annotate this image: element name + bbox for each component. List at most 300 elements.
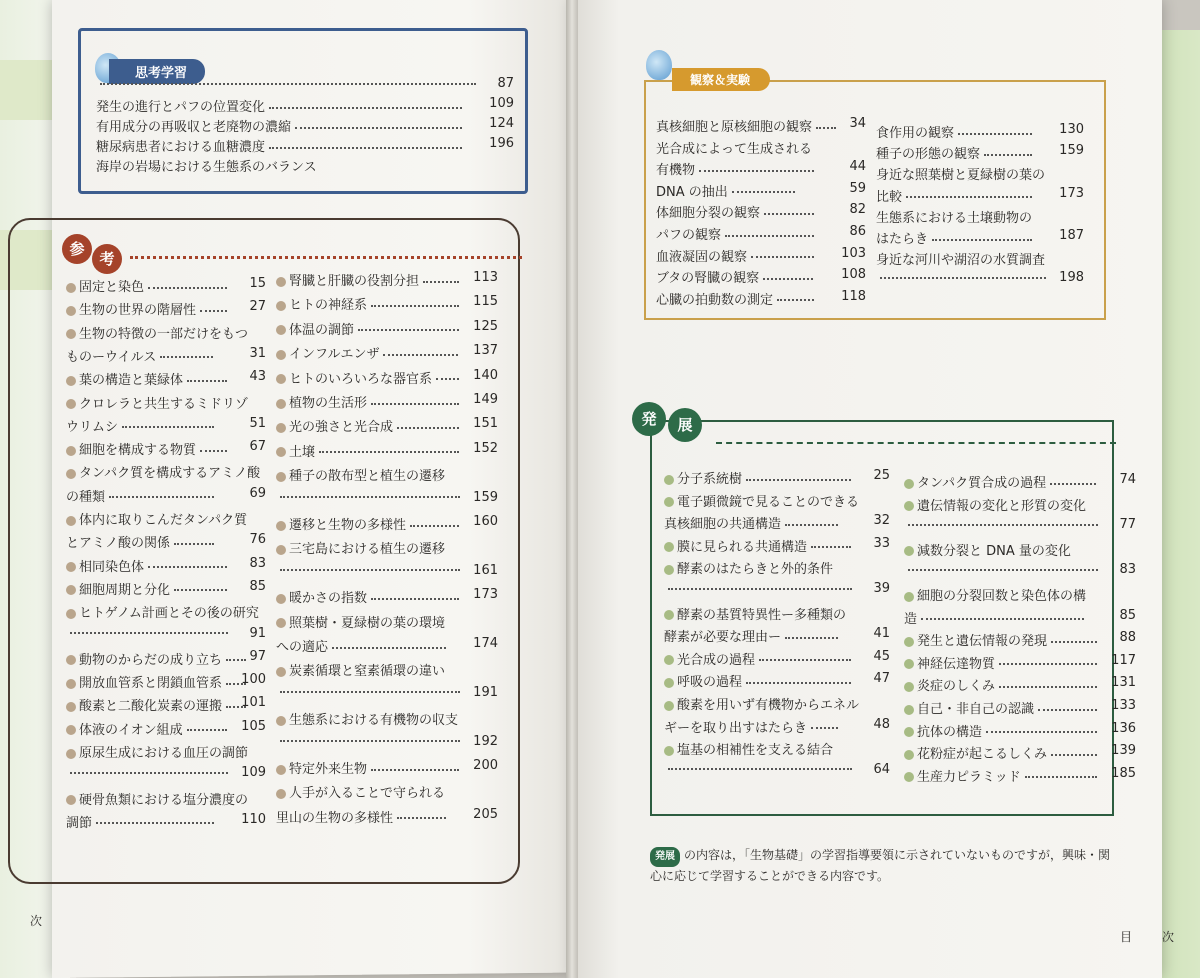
reference-left-page-number: 109	[241, 765, 266, 781]
leader-dots	[811, 546, 851, 548]
thinking-item	[96, 156, 514, 175]
reference-right-label: 腎臓と肝臓の役割分担	[289, 274, 420, 289]
development-left-page-number: 48	[873, 716, 890, 732]
development-right-label: 花粉症が起こるしくみ	[917, 747, 1048, 763]
reference-right-label: への適応	[276, 640, 329, 655]
leader-dots	[295, 127, 462, 129]
reference-left-item	[66, 789, 266, 808]
reference-right-page-number: 140	[473, 367, 498, 383]
reference-left-page-number: 67	[249, 439, 266, 455]
reference-left-label: 酸素と二酸化炭素の運搬	[79, 699, 223, 715]
development-left-page-number: 25	[873, 468, 890, 483]
reference-left-page-number: 31	[249, 345, 266, 361]
reference-left-label: 原尿生成における血圧の調節	[79, 746, 249, 761]
bullet-icon	[66, 725, 76, 735]
reference-left-page-number: 69	[249, 485, 266, 501]
leader-dots	[332, 647, 446, 649]
reference-left-item	[66, 509, 266, 528]
thinking-item	[96, 136, 514, 155]
leader-dots	[999, 686, 1097, 688]
bullet-icon	[664, 475, 674, 485]
leader-dots	[921, 618, 1084, 620]
reference-right-page-number: 200	[473, 758, 498, 773]
development-left-item	[664, 762, 890, 777]
reference-right-item	[276, 709, 498, 728]
development-divider	[716, 442, 1116, 444]
bullet-icon	[276, 301, 286, 311]
observation-right-label: 種子の形態の観察	[876, 147, 981, 163]
leader-dots	[269, 147, 462, 149]
observation-left-page-number: 34	[849, 116, 866, 131]
leader-dots	[906, 196, 1032, 198]
leader-dots	[436, 378, 459, 380]
reference-left-item	[66, 532, 266, 551]
leader-dots	[269, 107, 462, 109]
observation-right-item	[876, 207, 1084, 226]
reference-right-page-number: 191	[473, 684, 498, 700]
observation-right-page-number: 159	[1059, 143, 1084, 159]
reference-left-item	[66, 579, 266, 598]
reference-right-item	[276, 392, 498, 411]
development-left-label: 酵素の基質特異性ー多種類の	[677, 607, 847, 623]
development-left-item	[664, 649, 890, 668]
bullet-icon	[276, 521, 286, 531]
reference-left-label: クロレラと共生するミドリゾ	[79, 396, 249, 412]
observation-left-label: 光合成によって生成される	[656, 141, 813, 157]
thinking-label: 有用成分の再吸収と老廃物の濃縮	[96, 120, 292, 135]
reference-left-label: 生物の世界の階層性	[79, 303, 197, 319]
bullet-icon	[276, 765, 286, 775]
reference-left-label: タンパク質を構成するアミノ酸	[79, 466, 261, 482]
reference-left-page-number: 27	[249, 299, 266, 315]
development-left-label: ギーを取り出すはたらき	[664, 720, 808, 736]
reference-left-item	[66, 346, 266, 365]
development-left-item	[664, 558, 890, 577]
leader-dots	[725, 235, 814, 237]
leader-dots	[1050, 483, 1096, 485]
development-left-item	[664, 717, 890, 736]
reference-left-page-number: 101	[241, 695, 266, 711]
reference-left-label: 細胞を構成する物質	[79, 443, 197, 459]
development-right-page-number: 83	[1119, 562, 1136, 578]
leader-dots	[358, 329, 459, 331]
reference-left-item	[66, 672, 266, 691]
decor-stripe	[0, 60, 60, 120]
development-right-label: 遺伝情報の変化と形質の変化	[917, 498, 1087, 514]
observation-left-page-number: 118	[841, 288, 866, 304]
development-right-label: 自己・非自己の認識	[917, 702, 1035, 717]
reference-right-item	[276, 343, 498, 362]
reference-right-page-number: 159	[473, 489, 498, 505]
development-right-item	[904, 517, 1136, 532]
development-right-page-number: 85	[1119, 607, 1136, 623]
leader-dots	[668, 768, 852, 770]
leader-dots	[200, 450, 227, 452]
development-right-item	[904, 562, 1136, 577]
observation-left-label: 真核細胞と原核細胞の観察	[656, 120, 813, 135]
observation-right-page-number: 173	[1059, 185, 1084, 201]
reference-left-item	[66, 812, 266, 831]
bullet-icon	[276, 618, 286, 628]
bullet-icon	[904, 659, 914, 669]
reference-left-item	[66, 439, 266, 458]
leader-dots	[200, 310, 227, 312]
leader-dots	[226, 659, 246, 661]
leader-dots	[96, 822, 214, 824]
reference-left-item	[66, 626, 266, 641]
reference-right-label: ヒトのいろいろな器官系	[289, 371, 433, 387]
leader-dots	[70, 772, 228, 774]
bullet-icon	[276, 789, 286, 799]
bullet-icon	[664, 610, 674, 620]
leader-dots	[785, 637, 838, 639]
reference-right-page-number: 149	[473, 392, 498, 407]
observation-right-item	[876, 143, 1084, 162]
reference-right-label: 植物の生活形	[289, 396, 368, 411]
reference-right-page-number: 173	[473, 587, 498, 603]
observation-left-item	[656, 116, 866, 135]
thinking-item	[96, 116, 514, 135]
observation-left-label: DNA の抽出	[656, 184, 728, 200]
bullet-icon	[904, 705, 914, 715]
footnote-text: の内容は，「生物基礎」の学習指導要領に示されていないものですが，興味・関心に応じて学習することができる内容です。	[650, 848, 1111, 883]
reference-left-item	[66, 556, 266, 575]
reference-right-page-number: 192	[473, 733, 498, 749]
development-right-page-number: 136	[1111, 720, 1136, 736]
leader-dots	[371, 769, 459, 771]
leader-dots	[1025, 776, 1097, 778]
reference-right-label: 特定外来生物	[289, 762, 368, 777]
reference-right-item	[276, 734, 498, 749]
reference-right-page-number: 113	[473, 270, 498, 285]
development-left-item	[664, 491, 890, 510]
reference-right-page-number: 160	[473, 514, 498, 529]
development-left-label: 酵素が必要な理由ー	[664, 630, 782, 646]
observation-left-page-number: 86	[849, 224, 866, 239]
reference-left-label: 調節	[66, 815, 93, 831]
observation-left-item	[656, 267, 866, 286]
footer-right-2: 次	[1162, 930, 1175, 944]
leader-dots	[187, 380, 227, 382]
bullet-icon	[276, 423, 286, 433]
development-left-label: 光合成の過程	[677, 652, 756, 668]
observation-left-page-number: 44	[849, 159, 866, 175]
reference-title-1: 参	[62, 234, 92, 264]
development-left-page-number: 45	[873, 648, 890, 664]
bullet-icon	[276, 447, 286, 457]
development-right-item	[904, 675, 1136, 694]
footnote-badge: 発展	[650, 847, 680, 867]
leader-dots	[160, 356, 213, 358]
reference-right-label: ヒトの神経系	[289, 298, 368, 314]
development-right-page-number: 117	[1111, 652, 1136, 668]
leader-dots	[880, 277, 1046, 279]
development-left-label: 電子顕微鏡で見ることのできる	[677, 494, 860, 510]
reference-right-label: 照葉樹・夏緑樹の葉の環境	[289, 615, 446, 631]
reference-right-label: 炭素循環と窒素循環の違い	[289, 664, 446, 680]
bullet-icon	[904, 479, 914, 489]
reference-right-item	[276, 270, 498, 289]
reference-right-page-number: 161	[473, 562, 498, 578]
bullet-icon	[904, 750, 914, 760]
leader-dots	[668, 588, 852, 590]
observation-left-item	[656, 246, 866, 265]
leader-dots	[777, 299, 814, 301]
bullet-icon	[904, 727, 914, 737]
reference-left-label: 細胞周期と分化	[79, 582, 171, 598]
reference-left-label: 動物のからだの成り立ち	[79, 652, 223, 668]
development-right-item	[904, 540, 1136, 559]
leader-dots	[908, 524, 1098, 526]
reference-right-label: 土壌	[289, 444, 316, 460]
reference-left-label: 硬骨魚類における塩分濃度の	[79, 792, 249, 808]
development-right-label: タンパク質合成の過程	[917, 476, 1047, 491]
leader-dots	[280, 569, 460, 571]
leader-dots	[732, 191, 795, 193]
leader-dots	[319, 451, 459, 453]
leader-dots	[751, 256, 814, 258]
leader-dots	[187, 729, 227, 731]
observation-left-item	[656, 159, 866, 178]
bullet-icon	[276, 350, 286, 360]
development-right-label: 神経伝達物質	[917, 656, 996, 672]
bullet-icon	[664, 497, 674, 507]
reference-right-item	[276, 538, 498, 557]
reference-right-label: インフルエンザ	[289, 347, 380, 363]
reference-right-item	[276, 490, 498, 505]
bullet-icon	[904, 637, 914, 647]
reference-left-item	[66, 486, 266, 505]
reference-right-item	[276, 294, 498, 313]
bullet-icon	[664, 542, 674, 552]
leader-dots	[1051, 754, 1097, 756]
flask-icon	[646, 50, 672, 80]
reference-right-item	[276, 685, 498, 700]
bullet-icon	[66, 306, 76, 316]
development-left-label: 膜に見られる共通構造	[677, 539, 808, 555]
development-left-item	[664, 513, 890, 532]
reference-right-item	[276, 636, 498, 655]
development-right-page-number: 131	[1111, 675, 1136, 691]
reference-right-page-number: 137	[473, 343, 498, 359]
development-left-item	[664, 604, 890, 623]
leader-dots	[174, 543, 214, 545]
observation-right-label: 生態系における土壌動物の	[876, 210, 1033, 226]
development-right-label: 抗体の構造	[917, 724, 983, 740]
reference-right-item	[276, 563, 498, 578]
observation-right-item	[876, 164, 1084, 183]
bullet-icon	[66, 399, 76, 409]
reference-right-item	[276, 416, 498, 435]
development-left-item	[664, 671, 890, 690]
leader-dots	[984, 154, 1032, 156]
reference-right-page-number: 205	[473, 806, 498, 822]
development-left-page-number: 33	[873, 535, 890, 551]
leader-dots	[763, 278, 813, 280]
reference-right-label: 生態系における有機物の収支	[289, 713, 459, 729]
development-title-2: 展	[668, 408, 702, 442]
book-spine	[566, 0, 578, 978]
bullet-icon	[66, 795, 76, 805]
observation-right-page-number: 198	[1059, 270, 1084, 286]
reference-left-label: 開放血管系と閉鎖血管系	[79, 676, 223, 692]
reference-left-label: 葉の構造と葉緑体	[79, 373, 184, 389]
leader-dots	[371, 305, 459, 307]
development-left-item	[664, 581, 890, 596]
bullet-icon	[904, 501, 914, 511]
leader-dots	[816, 127, 836, 129]
development-right-label: 発生と遺伝情報の発現	[917, 634, 1048, 650]
thinking-title: 思考学習	[109, 59, 205, 84]
reference-left-page-number: 83	[249, 555, 266, 571]
development-left-page-number: 39	[873, 581, 890, 596]
leader-dots	[280, 740, 460, 742]
development-right-item	[904, 585, 1136, 604]
leader-dots	[174, 589, 227, 591]
reference-left-item	[66, 742, 266, 761]
leader-dots	[746, 682, 851, 684]
reference-left-page-number: 51	[249, 415, 266, 431]
reference-right-item	[276, 612, 498, 631]
leader-dots	[70, 632, 228, 634]
reference-left-label: ものーウイルス	[66, 349, 157, 365]
reference-right-item	[276, 441, 498, 460]
reference-right-label: 暖かさの指数	[289, 591, 368, 607]
leader-dots	[397, 817, 446, 819]
reference-right-item	[276, 782, 498, 801]
bullet-icon	[276, 277, 286, 287]
development-right-item	[904, 653, 1136, 672]
observation-right-item	[876, 249, 1084, 268]
bullet-icon	[276, 716, 286, 726]
development-right-item	[904, 630, 1136, 649]
reference-right-label: 里山の生物の多様性	[276, 810, 394, 826]
bullet-icon	[66, 516, 76, 526]
observation-title: 観察＆実験	[672, 68, 770, 91]
leader-dots	[932, 239, 1032, 241]
development-right-item	[904, 472, 1136, 491]
development-left-page-number: 41	[873, 626, 890, 642]
bullet-icon	[904, 682, 914, 692]
development-right-item	[904, 721, 1136, 740]
thinking-item	[96, 76, 514, 91]
bullet-icon	[66, 469, 76, 479]
leader-dots	[986, 731, 1097, 733]
reference-right-page-number: 151	[473, 416, 498, 432]
observation-right-label: はたらき	[876, 232, 929, 247]
bullet-icon	[66, 329, 76, 339]
development-right-item	[904, 698, 1136, 717]
leader-dots	[410, 525, 459, 527]
leader-dots	[122, 426, 214, 428]
thinking-label: 発生の進行とパフの位置変化	[96, 100, 266, 115]
reference-left-label: とアミノ酸の関係	[66, 536, 171, 552]
thinking-label: 海岸の岩場における生態系のバランス	[96, 160, 317, 175]
reference-left-label: 固定と染色	[79, 280, 145, 295]
reference-left-item	[66, 276, 266, 295]
reference-title-2: 考	[92, 244, 122, 274]
leader-dots	[109, 496, 214, 498]
bullet-icon	[904, 772, 914, 782]
bullet-icon	[664, 655, 674, 665]
thinking-label: 糖尿病患者における血糖濃度	[96, 140, 266, 155]
thinking-page-number: 196	[489, 136, 514, 151]
development-right-label: 造	[904, 611, 918, 627]
bullet-icon	[664, 746, 674, 756]
development-left-label: 酵素のはたらきと外的条件	[677, 562, 834, 578]
reference-right-page-number: 152	[473, 440, 498, 456]
reference-left-item	[66, 462, 266, 481]
development-left-page-number: 64	[873, 761, 890, 777]
development-left-label: 酸素を用いず有機物からエネル	[677, 698, 860, 713]
development-left-item	[664, 694, 890, 713]
development-left-item	[664, 536, 890, 555]
observation-left-page-number: 103	[841, 245, 866, 261]
thinking-item	[96, 96, 514, 115]
bullet-icon	[276, 667, 286, 677]
development-right-page-number: 74	[1119, 472, 1136, 487]
leader-dots	[148, 566, 227, 568]
leader-dots	[785, 524, 838, 526]
reference-left-item	[66, 393, 266, 412]
reference-left-item	[66, 765, 266, 780]
development-left-page-number: 47	[873, 671, 890, 687]
observation-left-item	[656, 138, 866, 157]
reference-left-page-number: 76	[249, 532, 266, 548]
reference-right-page-number: 115	[473, 294, 498, 310]
development-right-item	[904, 608, 1136, 627]
bullet-icon	[276, 374, 286, 384]
development-right-label: 細胞の分裂回数と染色体の構	[917, 589, 1087, 604]
reference-right-label: 体温の調節	[289, 322, 355, 338]
bullet-icon	[664, 565, 674, 575]
reference-right-label: 光の強さと光合成	[289, 420, 394, 436]
bullet-icon	[66, 609, 76, 619]
development-left-label: 塩基の相補性を支える結合	[677, 743, 834, 759]
bullet-icon	[904, 546, 914, 556]
reference-left-label: 体内に取りこんだタンパク質	[79, 513, 248, 528]
development-left-item	[664, 468, 890, 487]
observation-left-label: 体細胞分裂の観察	[656, 206, 761, 222]
reference-left-page-number: 85	[249, 578, 266, 594]
bullet-icon	[66, 655, 76, 665]
development-left-label: 真核細胞の共通構造	[664, 517, 782, 533]
leader-dots	[908, 569, 1098, 571]
reference-right-item	[276, 660, 498, 679]
reference-left-label: 相同染色体	[79, 559, 145, 575]
footer-right-1: 目	[1120, 930, 1133, 944]
observation-right-page-number: 187	[1059, 228, 1084, 243]
observation-right-page-number: 130	[1059, 122, 1084, 137]
thinking-page-number: 124	[489, 116, 514, 131]
thinking-page-number: 109	[489, 96, 514, 111]
bullet-icon	[904, 592, 914, 602]
bullet-icon	[66, 376, 76, 386]
reference-left-item	[66, 416, 266, 435]
development-title-1: 発	[632, 402, 666, 436]
footer-left: 次	[30, 914, 43, 928]
bullet-icon	[66, 283, 76, 293]
development-right-page-number: 185	[1111, 765, 1136, 781]
observation-right-item	[876, 122, 1084, 141]
leader-dots	[280, 691, 460, 693]
reference-left-item	[66, 719, 266, 738]
bullet-icon	[66, 562, 76, 572]
bullet-icon	[66, 446, 76, 456]
bullet-icon	[66, 749, 76, 759]
bullet-icon	[66, 679, 76, 689]
leader-dots	[100, 83, 476, 85]
